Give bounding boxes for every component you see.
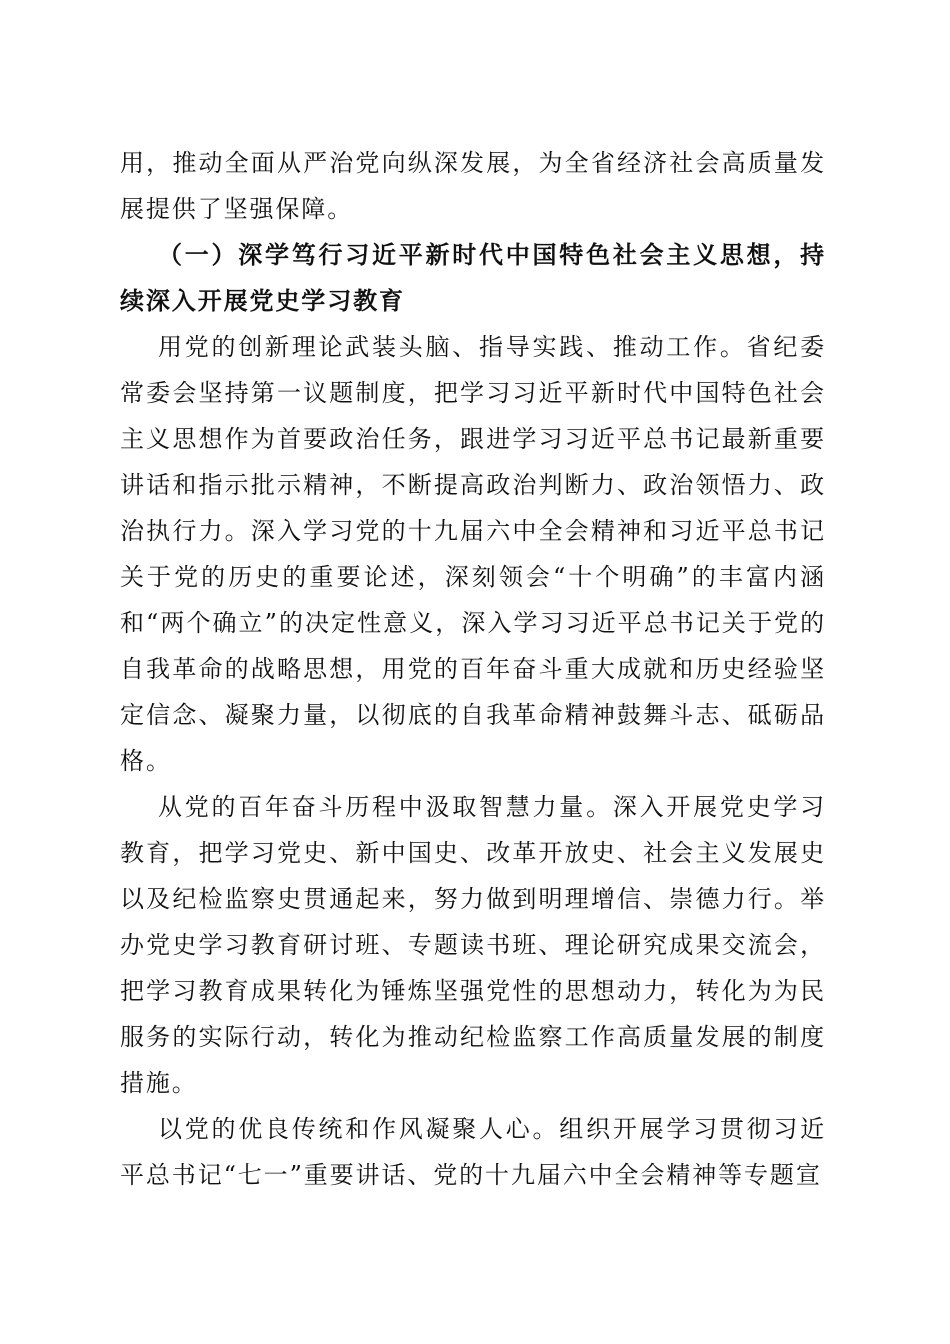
body-paragraph: 用党的创新理论武装头脑、指导实践、推动工作。省纪委常委会坚持第一议题制度，把学习习近平新时代中国特色社会主义思想作为首要政治任务，跟进学习习近平总书记最新重要讲话和指示批示精神，不断提高政治判断力、政治领悟力、政治执行力。深入学习党的十九届六中全会精神和习近平总书记关于党的历史的重要论述，深刻领会“十个明确”的丰富内涵和“两个确立”的决定性意义，深入学习习近平总书记关于党的自我革命的战略思想，用党的百年奋斗重大成就和历史经验坚定信念、凝聚力量，以彻底的自我革命精神鼓舞斗志、砥砺品格。 [120, 333, 826, 775]
body-paragraph: 从党的百年奋斗历程中汲取智慧力量。深入开展党史学习教育，把学习党史、新中国史、改革开放史、社会主义发展史以及纪检监察史贯通起来，努力做到明理增信、崇德力行。举办党史学习教育研讨班、专题读书班、理论研究成果交流会，把学习教育成果转化为锤炼坚强党性的思想动力，转化为为民服务的实际行动，转化为推动纪检监察工作高质量发展的制度措施。 [120, 793, 826, 1097]
body-paragraph-continuation: 用，推动全面从严治党向纵深发展，为全省经济社会高质量发展提供了坚强保障。 [120, 149, 826, 223]
section-heading: （一）深学笃行习近平新时代中国特色社会主义思想，持续深入开展党史学习教育 [120, 240, 826, 315]
document-page [120, 140, 826, 1198]
body-paragraph: 以党的优良传统和作风凝聚人心。组织开展学习贯彻习近平总书记“七一”重要讲话、党的十九届六中全会精神等专题宣 [120, 1115, 826, 1189]
